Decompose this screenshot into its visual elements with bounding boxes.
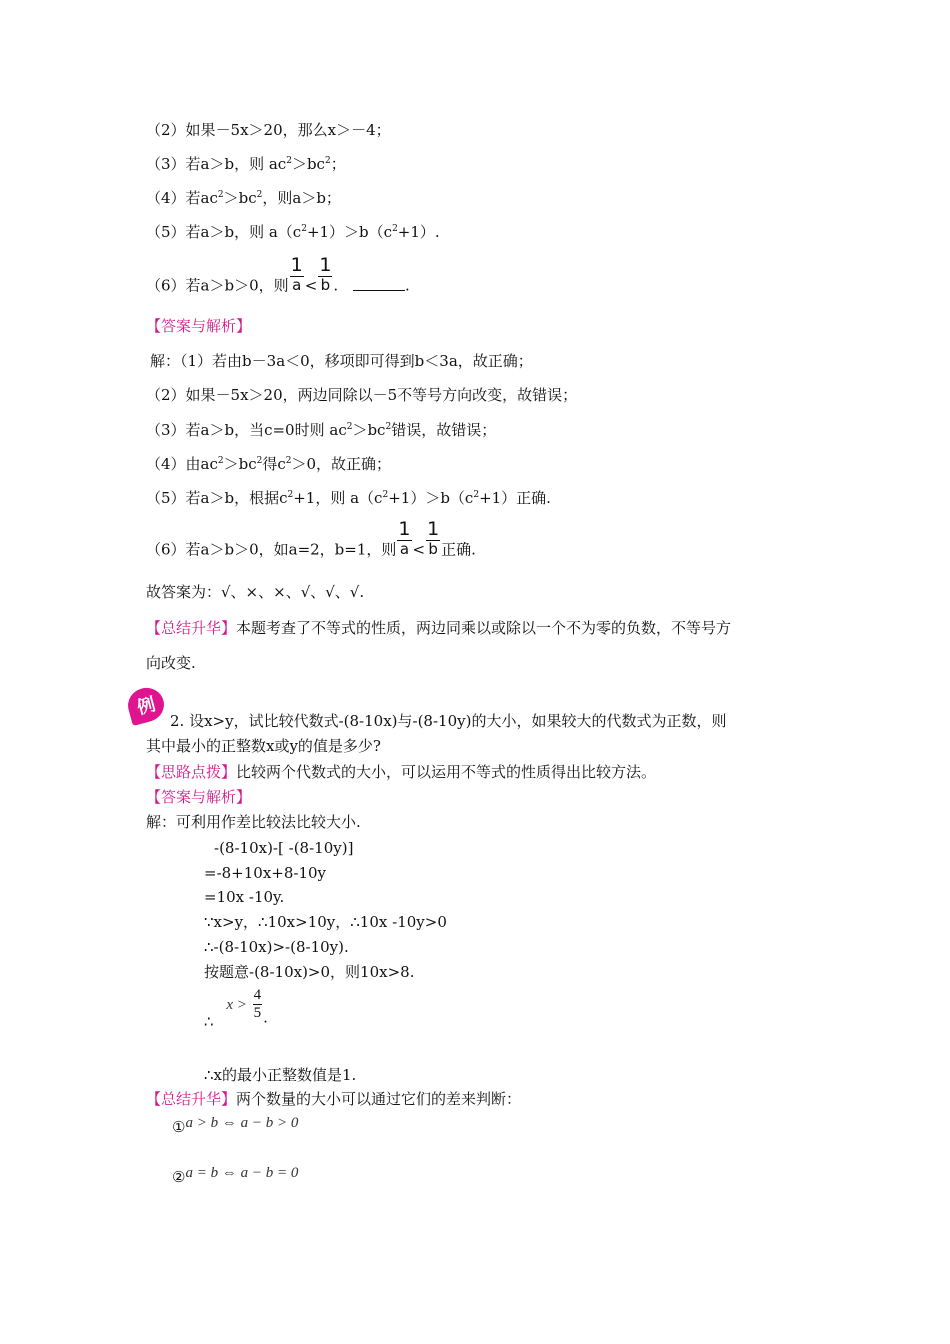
solution-line-1: -(8-10x)-[ -(8-10y)]: [214, 839, 354, 857]
superscript: 2: [256, 190, 263, 200]
criterion-1-formula: a > b ⇔ a − b > 0: [185, 1115, 299, 1131]
fraction-numerator: 1: [319, 254, 332, 276]
q6-text-a: （6）若a＞b＞0，则: [146, 276, 289, 295]
q4-text-b: ＞bc: [223, 189, 257, 207]
q4-text-a: （4）若ac: [146, 189, 218, 207]
superscript: 2: [392, 224, 398, 234]
summary-2-text: 两个数量的大小可以通过它们的差来判断：: [236, 1090, 522, 1108]
inequality-period: .: [263, 1008, 268, 1027]
summary-tag: 【总结升华】: [146, 619, 237, 637]
less-than-sign: <: [412, 540, 426, 559]
criterion-2-formula: a = b ⇔ a − b = 0: [185, 1165, 299, 1181]
summary-text-1: 本题考查了不等式的性质，两边同乘以或除以一个不为零的负数，不等号方: [236, 619, 732, 637]
answer-tag-2: 【答案与解析】: [146, 788, 252, 806]
s6-text-a: （6）若a＞b＞0，如a=2，b=1，则: [146, 540, 397, 559]
s4-text-c: 得c: [262, 455, 286, 473]
fraction-numerator: 1: [427, 518, 440, 540]
fraction-denominator: 5: [253, 1005, 262, 1021]
inequality-lhs: x >: [226, 996, 247, 1013]
fraction-1-over-a: [397, 520, 411, 557]
summary-line-1: [146, 618, 731, 638]
fraction-4-over-5: [253, 988, 263, 1021]
answer-blank: [353, 276, 405, 291]
fraction-numerator: 1: [290, 254, 303, 276]
superscript: 2: [382, 490, 389, 500]
summary-tag-2: 【总结升华】: [146, 1090, 237, 1108]
s4-text-a: （4）由ac: [146, 455, 218, 473]
summary-2-line: [146, 1089, 521, 1109]
s5-text-a: （5）若a＞b，根据c: [146, 489, 288, 507]
superscript: 2: [385, 422, 392, 432]
q4-text-c: ，则a＞b；: [262, 189, 341, 207]
q5-text-a: （5）若a＞b，则 a（c: [146, 223, 302, 241]
question-3: [146, 154, 346, 174]
solution-line-4: ∵x>y，∴10x>10y，∴10x -10y>0: [204, 913, 447, 931]
hint-line: [146, 762, 656, 782]
solution-line-5: ∴-(8-10x)>-(8-10y).: [204, 938, 349, 956]
superscript: 2: [217, 190, 224, 200]
superscript: 2: [301, 224, 307, 234]
fraction-1-over-b: [318, 256, 332, 293]
q5-text-b: +1）＞b（c: [306, 223, 393, 241]
example-question-line-2: 其中最小的正整数x或y的值是多少?: [146, 737, 381, 755]
answer-tag: 【答案与解析】: [146, 317, 252, 335]
superscript: 2: [287, 490, 294, 500]
s3-text-b: ＞bc: [352, 421, 386, 439]
superscript: 2: [256, 456, 263, 466]
question-5: [146, 222, 440, 242]
solution-line-3: =10x -10y.: [204, 888, 285, 906]
circled-2: ②: [172, 1168, 186, 1186]
summary-line-2: 向改变.: [146, 654, 196, 672]
fraction-denominator: a: [292, 276, 302, 294]
therefore-symbol: ∴: [204, 1012, 214, 1031]
s4-text-d: ＞0，故正确；: [291, 455, 392, 473]
superscript: 2: [346, 422, 353, 432]
answer-step-1: 解：（1）若由b－3a＜0，移项即可得到b＜3a，故正确；: [150, 352, 533, 370]
fraction-numerator: 1: [398, 518, 411, 540]
answer-step-2: （2）如果－5x＞20，两边同除以－5不等号方向改变，故错误；: [146, 386, 578, 404]
hint-text: 比较两个代数式的大小，可以运用不等式的性质得出比较方法。: [236, 763, 657, 781]
circled-1: ①: [172, 1118, 186, 1136]
example-question-line-1: 2. 设x>y，试比较代数式-(8-10x)与-(8-10y)的大小，如果较大的代数式为正数，则: [170, 712, 727, 730]
s5-text-b: +1，则 a（c: [293, 489, 383, 507]
s4-text-b: ＞bc: [223, 455, 257, 473]
answer-step-3: [146, 420, 496, 440]
solution-intro: 解：可利用作差比较法比较大小.: [146, 813, 361, 831]
fraction-numerator: 4: [253, 987, 262, 1003]
fraction-1-over-b: [426, 520, 440, 557]
question-2: （2）如果－5x＞20，那么x＞－4；: [146, 121, 391, 139]
solution-line-7: [204, 988, 268, 1032]
q5-text-c: +1）.: [397, 223, 440, 241]
superscript: 2: [324, 156, 331, 166]
less-than-sign: <: [304, 276, 318, 295]
q3-text-c: ；: [330, 155, 346, 173]
s3-text-c: 错误，故错误；: [391, 421, 497, 439]
q6-period: .: [333, 276, 339, 295]
q3-text-b: ＞bc: [291, 155, 325, 173]
q3-text-a: （3）若a＞b，则 ac: [146, 155, 287, 173]
fraction-1-over-a: [290, 256, 304, 293]
solution-line-6: 按题意-(8-10x)>0，则10x>8.: [204, 963, 415, 981]
final-answer: 故答案为：√、×、×、√、√、√.: [146, 583, 365, 601]
example-badge-icon: 例: [124, 684, 168, 726]
solution-line-8: ∴x的最小正整数值是1.: [204, 1066, 357, 1084]
superscript: 2: [286, 156, 292, 166]
fraction-denominator: b: [428, 540, 438, 558]
answer-step-6: [146, 520, 476, 560]
question-4: [146, 188, 341, 208]
answer-step-4: [146, 454, 391, 474]
q6-end-period: .: [404, 276, 410, 295]
criterion-1: [172, 1112, 298, 1137]
superscript: 2: [217, 456, 224, 466]
s6-text-b: 正确.: [441, 540, 476, 559]
fraction-denominator: b: [320, 276, 331, 294]
fraction-denominator: a: [399, 540, 410, 558]
s3-text-a: （3）若a＞b，当c=0时则 ac: [146, 421, 347, 439]
question-6: [146, 256, 410, 296]
superscript: 2: [285, 456, 292, 466]
answer-step-5: [146, 488, 551, 508]
criterion-2: [172, 1162, 298, 1187]
superscript: 2: [473, 490, 480, 500]
hint-tag: 【思路点拨】: [146, 763, 237, 781]
s5-text-c: +1）＞b（c: [388, 489, 474, 507]
s5-text-d: +1）正确.: [479, 489, 551, 507]
solution-line-2: =-8+10x+8-10y: [204, 864, 327, 882]
